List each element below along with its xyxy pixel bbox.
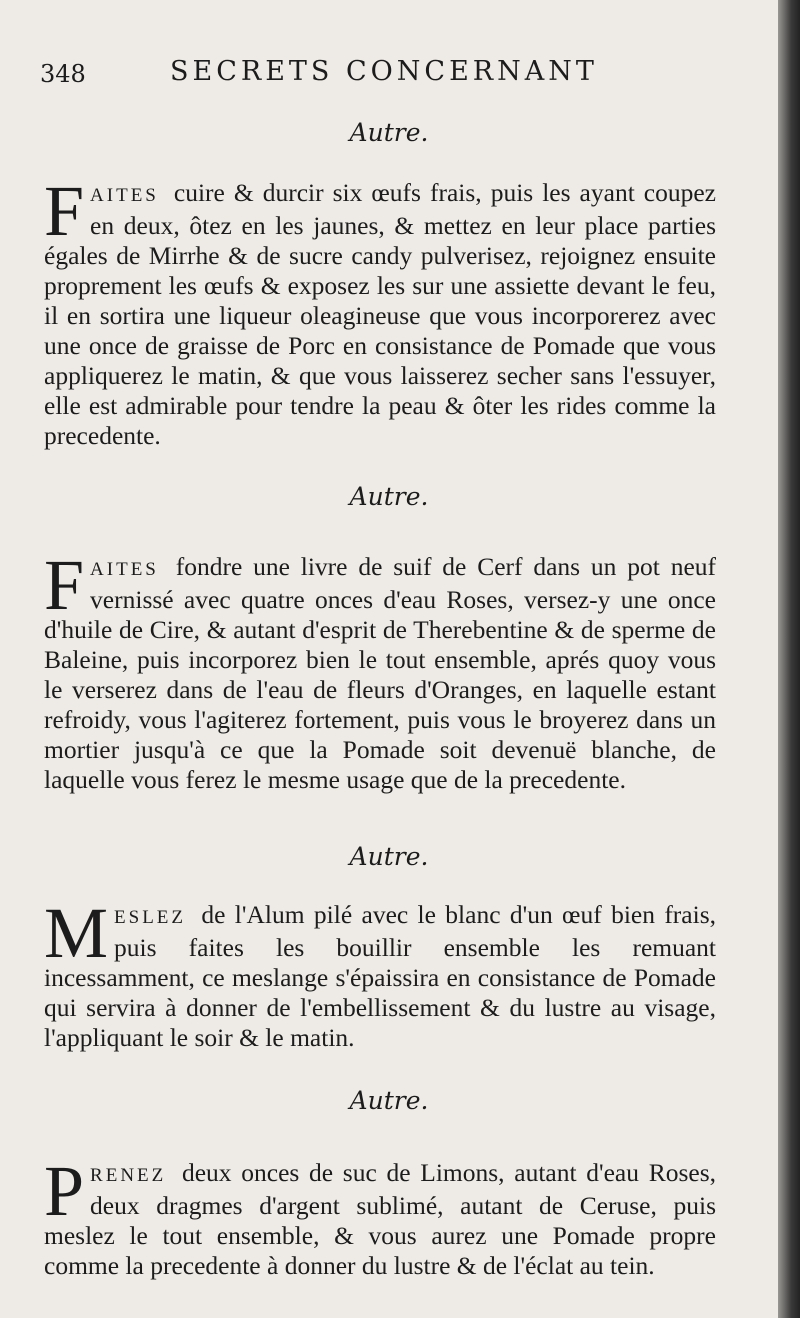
lead-word: RENEZ [90,1165,167,1186]
section-heading: Autre. [349,842,429,871]
section-heading: Autre. [349,1086,429,1115]
section-heading: Autre. [349,118,429,147]
recipe-paragraph [44,893,716,1053]
paragraph-text: deux onces de suc de Limons, autant d'eau Roses, deux dragmes d'argent sublimé, autant de Ceruse, puis meslez le tout ensemble, & vous aurez une Pomade propre comme la precedente à donner du lustre & de l'éclat au tein. [44,1158,717,1280]
lead-word: ESLEZ [114,907,187,928]
page-number: 348 [40,60,86,88]
book-gutter-shadow [778,0,800,1318]
recipe-paragraph [44,1151,717,1281]
recipe-paragraph [44,171,716,451]
drop-cap: F [44,545,85,625]
paragraph-text: cuire & durcir six œufs frais, puis les ayant coupez en deux, ôtez en les jaunes, & mettez en leur place parties égales de Mirrhe & de sucre candy pulverisez, rejoignez ensuite proprement les œufs & exposez les sur une assiette devant le feu, il en sortira une liqueur oleagineuse que vous incorporerez avec une once de graisse de Porc en consistance de Pomade que vous appliquerez le matin, & que vous laisserez secher sans l'essuyer, elle est admirable pour tendre la peau & ôter les rides comme la precedente. [44,178,716,450]
paragraph-text: de l'Alum pilé avec le blanc d'un œuf bien frais, puis faites les bouillir ensemble les remuant incessamment, ce meslange s'épaissira en consistance de Pomade qui servira à donner de l'embellissement & du lustre au visage, l'appliquant le soir & le matin. [44,900,716,1052]
section-heading: Autre. [349,482,429,511]
drop-cap: P [44,1151,85,1231]
drop-cap: M [44,893,109,973]
drop-cap: F [44,171,85,251]
lead-word: AITES [90,559,159,580]
recipe-paragraph [44,545,717,795]
lead-word: AITES [90,185,159,206]
paragraph-text: fondre une livre de suif de Cerf dans un pot neuf vernissé avec quatre onces d'eau Roses, versez-y une once d'huile de Cire, & autant d'esprit de Therebentine & de sperme de Baleine, puis incorporez bien le tout ensemble, aprés quoy vous le verserez dans de l'eau de fleurs d'Oranges, en laquelle estant refroidy, vous l'agiterez fortement, puis vous le broyerez dans un mortier jusqu'à ce que la Pomade soit devenuë blanche, de laquelle vous ferez le mesme usage que de la precedente. [44,552,717,794]
running-title: SECRETS CONCERNANT [170,56,598,87]
page-header [40,56,730,96]
